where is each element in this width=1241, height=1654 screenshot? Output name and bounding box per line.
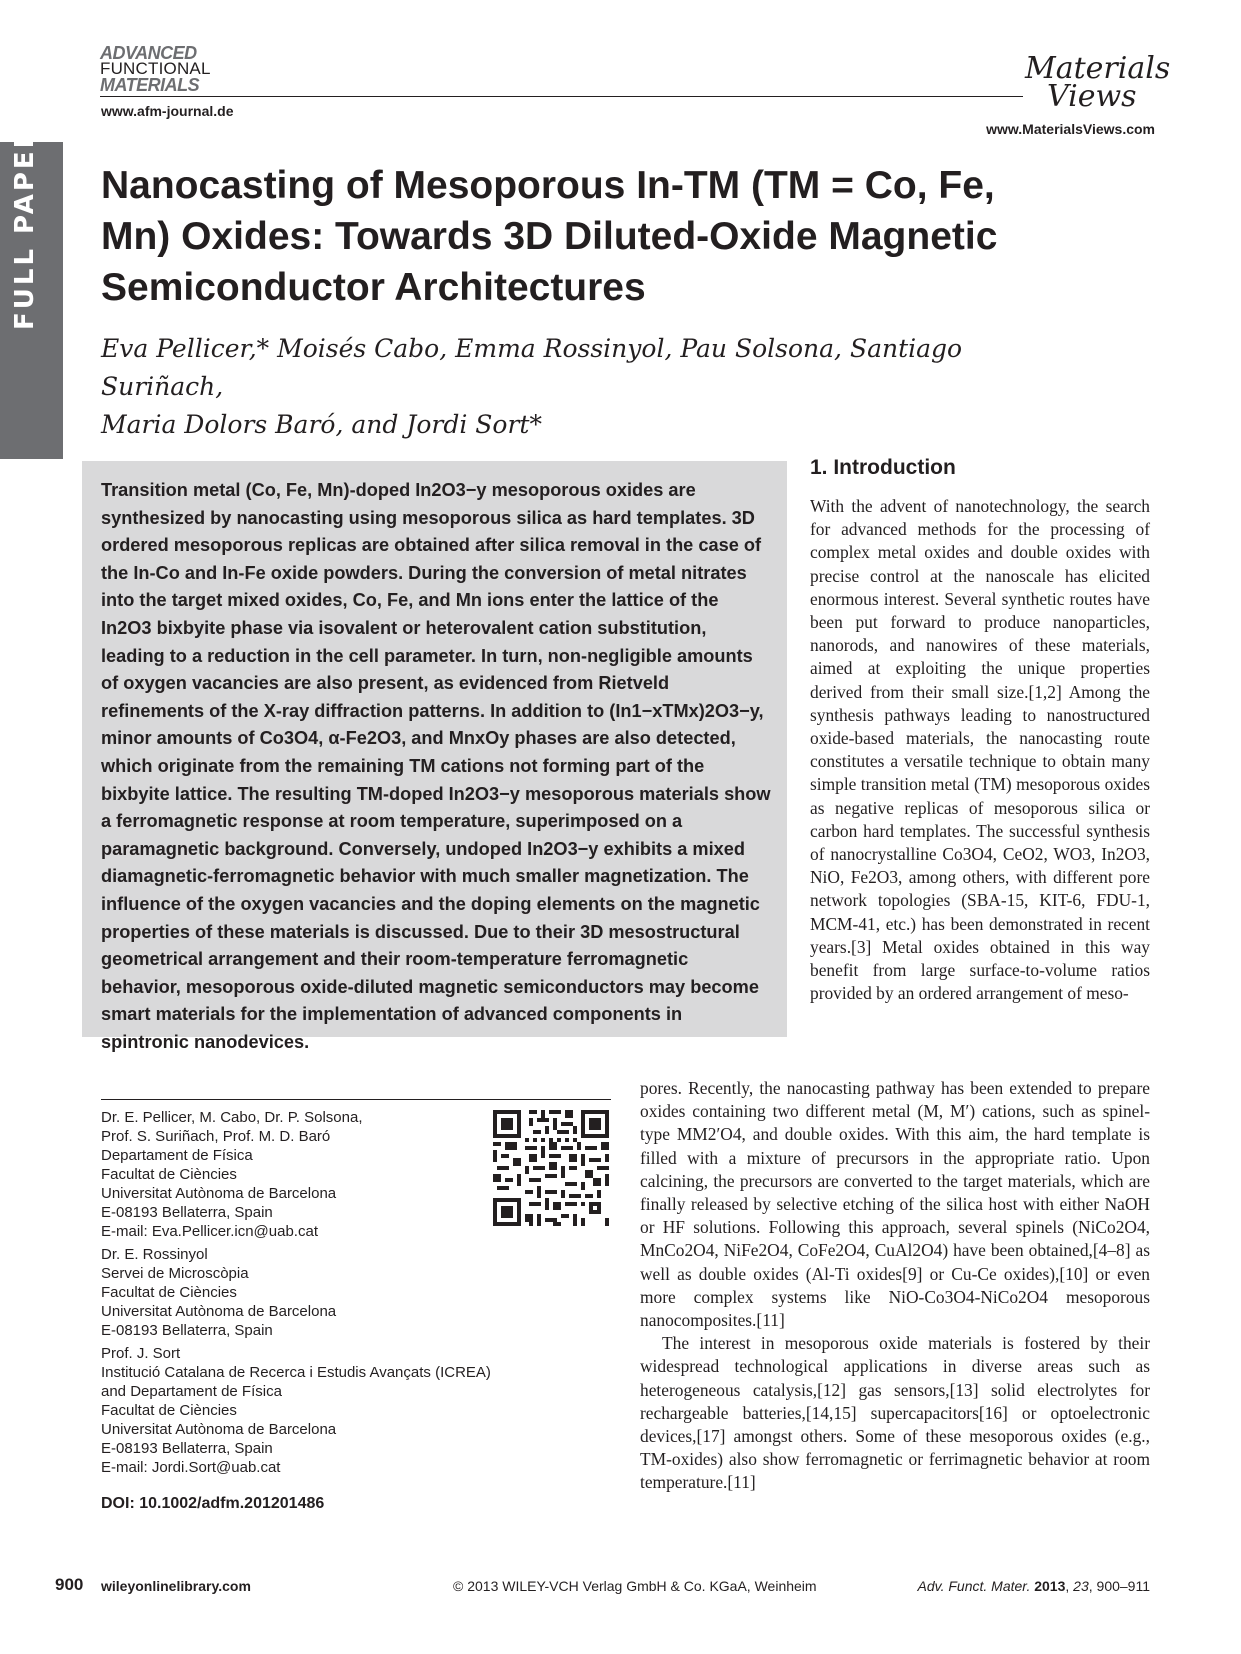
authors-line-1: Eva Pellicer,* Moisés Cabo, Emma Rossinyol, Pau Solsona, Santiago Suriñach, bbox=[101, 334, 963, 401]
affiliation-line: Universitat Autònoma de Barcelona bbox=[101, 1185, 337, 1202]
side-tab-label: FULL PAPER bbox=[10, 125, 40, 330]
footer-volume: 23 bbox=[1073, 1578, 1089, 1594]
affiliation-line: Dr. E. Rossinyol bbox=[101, 1246, 208, 1263]
section-heading-introduction: 1. Introduction bbox=[810, 456, 956, 479]
author-list bbox=[101, 330, 1061, 444]
affiliation-line: Servei de Microscòpia bbox=[101, 1265, 249, 1282]
paper-title: Nanocasting of Mesoporous In-TM (TM = Co, Fe, Mn) Oxides: Towards 3D Diluted-Oxide Magnetic Semiconductor Architectures bbox=[101, 164, 998, 309]
footer-citation: Adv. Funct. Mater. 2013, 23, 900–911 bbox=[917, 1578, 1150, 1594]
mv-logo-line-1: Materials bbox=[1025, 51, 1171, 86]
journal-url[interactable]: www.afm-journal.de bbox=[101, 103, 234, 119]
email-link[interactable]: E-mail: Eva.Pellicer.icn@uab.cat bbox=[101, 1223, 318, 1240]
affiliation-line: and Departament de Física bbox=[101, 1383, 282, 1400]
materialsviews-logo bbox=[1025, 51, 1171, 114]
affiliation-line: Universitat Autònoma de Barcelona bbox=[101, 1303, 337, 1320]
footer-year: 2013 bbox=[1034, 1578, 1066, 1594]
affiliation-line: Facultat de Ciències bbox=[101, 1402, 237, 1419]
header-rule bbox=[100, 96, 1023, 97]
footer-copyright: © 2013 WILEY-VCH Verlag GmbH & Co. KGaA, Weinheim bbox=[453, 1578, 817, 1594]
qr-code[interactable] bbox=[493, 1110, 609, 1226]
materialsviews-url[interactable]: www.MaterialsViews.com bbox=[986, 121, 1155, 137]
affiliation-block-3 bbox=[101, 1344, 521, 1477]
affiliation-rule bbox=[101, 1099, 611, 1100]
affiliation-line: E-08193 Bellaterra, Spain bbox=[101, 1322, 273, 1339]
affiliation-line: Facultat de Ciències bbox=[101, 1166, 237, 1183]
authors-line-2: Maria Dolors Baró, and Jordi Sort* bbox=[101, 410, 542, 439]
page-number: 900 bbox=[55, 1575, 84, 1594]
intro-paragraph-1b: pores. Recently, the nanocasting pathway has been extended to prepare oxides containing two different metal (M, M′) cations, such as spinel-type MM2′O4, and double oxides. With this aim, the hard template is filled with a mixture of precursors in the appropriate ratio. Upon calcining, the precursors are converted to the target materials, which are finally released by selective etching of the silica host with either NaOH or HF solutions. Following this approach, several spinels (NiCo2O4, MnCo2O4, NiFe2O4, CoFe2O4, CuAl2O4) have been obtained,[4–8] as well as double oxides (Al-Ti oxides[9] or Cu-Ce oxides),[10] or even more complex systems like NiO-Co3O4-NiCo2O4 mesoporous nanocomposites.[11] bbox=[640, 1078, 1150, 1331]
affiliation-line: Facultat de Ciències bbox=[101, 1284, 237, 1301]
footer-pages: , 900–911 bbox=[1088, 1578, 1150, 1594]
journal-logo bbox=[100, 45, 225, 93]
intro-column-wide bbox=[640, 1077, 1150, 1495]
affiliations bbox=[101, 1108, 521, 1481]
affiliation-line: E-08193 Bellaterra, Spain bbox=[101, 1204, 273, 1221]
affiliation-line: E-08193 Bellaterra, Spain bbox=[101, 1440, 273, 1457]
intro-paragraph-2: The interest in mesoporous oxide materials is fostered by their widespread technological applications in diverse areas such as heterogeneous catalysis,[12] gas sensors,[13] solid electrolytes for rechargeable batteries,[14,15] supercapacitors[16] or optoelectronic devices,[17] amongst others. Some of these mesoporous oxides (e.g., TM-oxides) also show ferromagnetic or ferrimagnetic behavior at room temperature.[11] bbox=[640, 1333, 1150, 1493]
logo-line-1: ADVANCED bbox=[100, 43, 197, 63]
logo-line-2: FUNCTIONAL bbox=[100, 59, 211, 78]
affiliation-line: Prof. J. Sort bbox=[101, 1345, 181, 1362]
intro-column-right bbox=[810, 495, 1150, 1005]
doi[interactable]: DOI: 10.1002/adfm.201201486 bbox=[101, 1495, 325, 1512]
logo-line-3: MATERIALS bbox=[100, 75, 200, 95]
affiliation-line: Institució Catalana de Recerca i Estudis Avançats (ICREA) bbox=[101, 1364, 491, 1381]
affiliation-line: Prof. S. Suriñach, Prof. M. D. Baró bbox=[101, 1128, 331, 1145]
affiliation-block-1 bbox=[101, 1108, 521, 1241]
footer-site[interactable]: wileyonlinelibrary.com bbox=[101, 1578, 251, 1594]
affiliation-line: Dr. E. Pellicer, M. Cabo, Dr. P. Solsona, bbox=[101, 1109, 363, 1126]
affiliation-line: Universitat Autònoma de Barcelona bbox=[101, 1421, 337, 1438]
email-link[interactable]: E-mail: Jordi.Sort@uab.cat bbox=[101, 1459, 281, 1476]
affiliation-block-2 bbox=[101, 1245, 521, 1340]
mv-logo-line-2: Views bbox=[1047, 79, 1137, 114]
footer-journal: Adv. Funct. Mater. bbox=[917, 1578, 1031, 1594]
intro-paragraph-1a: With the advent of nanotechnology, the search for advanced methods for the processing of complex metal oxides and double oxides with precise control at the nanoscale has elicited enormous interest. Several synthetic routes have been put forward to produce nanoparticles, nanorods, and nanowires of these materials, aimed at exploiting the unique properties derived from their small size.[1,2] Among the synthesis pathways leading to nanostructured oxide-based materials, the nanocasting route constitutes a versatile technique to obtain many simple transition metal (TM) mesoporous oxides as negative replicas of mesoporous silica or carbon hard templates. The successful synthesis of nanocrystalline Co3O4, CeO2, WO3, In2O3, NiO, Fe2O3, among others, with different pore network topologies (SBA-15, KIT-6, FDU-1, MCM-41, etc.) has been demonstrated in recent years.[3] Metal oxides obtained in this way benefit from large surface-to-volume ratios provided by an ordered arrangement of meso- bbox=[810, 496, 1150, 1004]
abstract-text: Transition metal (Co, Fe, Mn)-doped In2O3−y mesoporous oxides are synthesized by nanocasting using mesoporous silica as hard templates. 3D ordered mesoporous replicas are obtained after silica removal in the case of the In-Co and In-Fe oxide powders. During the conversion of metal nitrates into the target mixed oxides, Co, Fe, and Mn ions enter the lattice of the In2O3 bixbyite phase via isovalent or heterovalent cation substitution, leading to a reduction in the cell parameter. In turn, non-negligible amounts of oxygen vacancies are also present, as evidenced from Rietveld refinements of the X-ray diffraction patterns. In addition to (In1−xTMx)2O3−y, minor amounts of Co3O4, α-Fe2O3, and MnxOy phases are also detected, which originate from the remaining TM cations not forming part of the bixbyite lattice. The resulting TM-doped In2O3−y mesoporous materials show a ferromagnetic response at room temperature, superimposed on a paramagnetic background. Conversely, undoped In2O3−y exhibits a mixed diamagnetic-ferromagnetic behavior with much smaller magnetization. The influence of the oxygen vacancies and the doping elements on the magnetic properties of these materials is discussed. Due to their 3D mesostructural geometrical arrangement and their room-temperature ferromagnetic behavior, mesoporous oxide-diluted magnetic semiconductors may become smart materials for the implementation of advanced components in spintronic nanodevices. bbox=[101, 480, 771, 1052]
affiliation-line: Departament de Física bbox=[101, 1147, 253, 1164]
